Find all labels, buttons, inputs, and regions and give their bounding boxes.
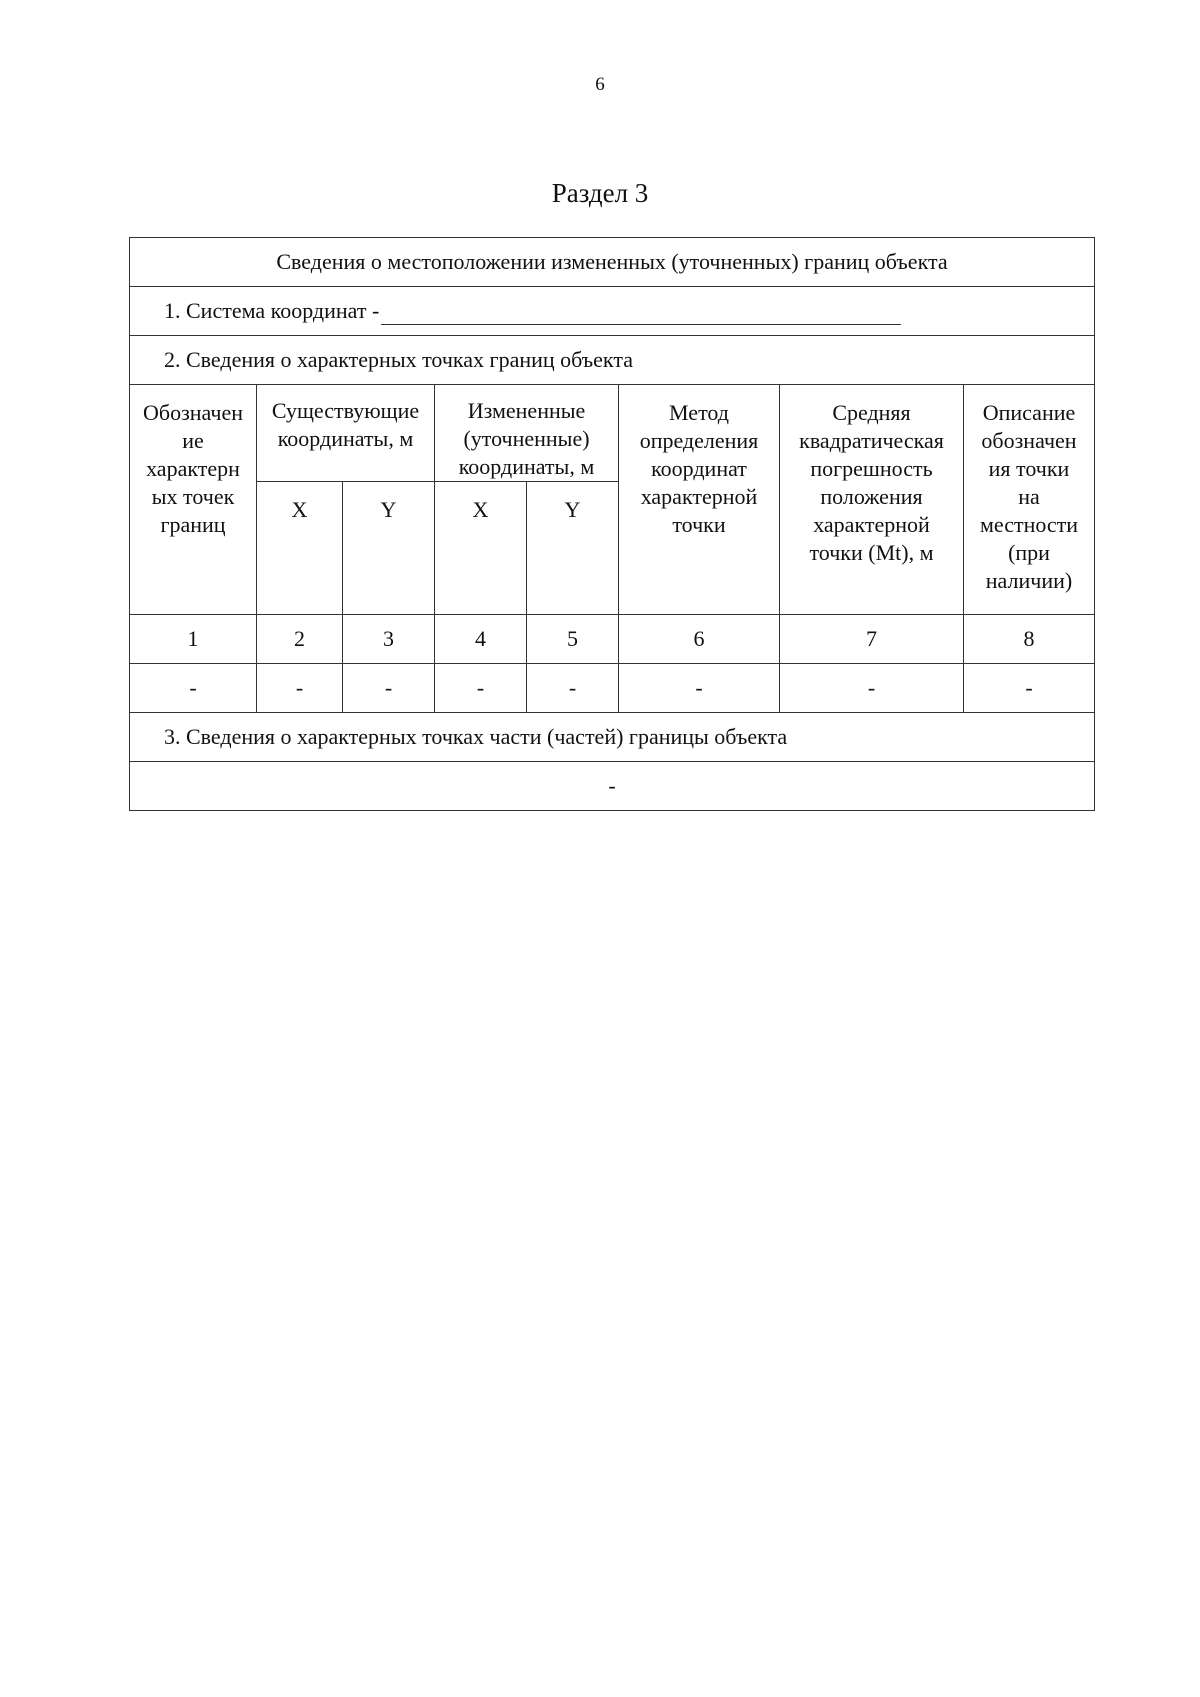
points-heading: 2. Сведения о характерных точках границ объекта [130, 336, 1095, 385]
table-cell: - [435, 664, 527, 713]
table-cell: - [619, 664, 780, 713]
column-number: 3 [343, 615, 435, 664]
header-method: Метод определения координат характерной точки [619, 385, 780, 615]
table-cell: - [527, 664, 619, 713]
parts-value: - [130, 762, 1095, 811]
table-cell: - [964, 664, 1095, 713]
table-cell: - [780, 664, 964, 713]
column-number: 8 [964, 615, 1095, 664]
header-row [130, 385, 1095, 482]
table-row [130, 664, 1095, 713]
boundary-table [129, 237, 1095, 811]
coord-system-row [130, 287, 1095, 336]
subheader-existing-x: X [257, 482, 343, 615]
subheader-changed-y: Y [527, 482, 619, 615]
table-cell: - [343, 664, 435, 713]
points-heading-row [130, 336, 1095, 385]
parts-heading: 3. Сведения о характерных точках части (частей) границы объекта [130, 713, 1095, 762]
coord-system-label: 1. Система координат - [164, 298, 380, 323]
table-title-row [130, 238, 1095, 287]
parts-value-row [130, 762, 1095, 811]
column-number: 2 [257, 615, 343, 664]
page-number: 6 [595, 74, 605, 95]
column-number: 5 [527, 615, 619, 664]
parts-heading-row [130, 713, 1095, 762]
table-cell: - [130, 664, 257, 713]
column-number: 7 [780, 615, 964, 664]
section-title: Раздел 3 [551, 178, 649, 208]
table-title: Сведения о местоположении измененных (уточненных) границ объекта [130, 238, 1095, 287]
subheader-existing-y: Y [343, 482, 435, 615]
coord-system-blank-line [381, 302, 901, 325]
subheader-changed-x: X [435, 482, 527, 615]
column-number: 4 [435, 615, 527, 664]
header-changed-coords: Измененные (уточненные) координаты, м [435, 385, 619, 482]
column-numbers-row [130, 615, 1095, 664]
header-designation: Обозначен ие характерн ых точек границ [130, 385, 257, 615]
header-error: Средняя квадратическая погрешность положения характерной точки (Mt), м [780, 385, 964, 615]
table-cell: - [257, 664, 343, 713]
column-number: 1 [130, 615, 257, 664]
header-description: Описание обозначен ия точки на местности (при наличии) [964, 385, 1095, 615]
column-number: 6 [619, 615, 780, 664]
header-existing-coords: Существующие координаты, м [257, 385, 435, 482]
coord-system-cell [130, 287, 1095, 336]
